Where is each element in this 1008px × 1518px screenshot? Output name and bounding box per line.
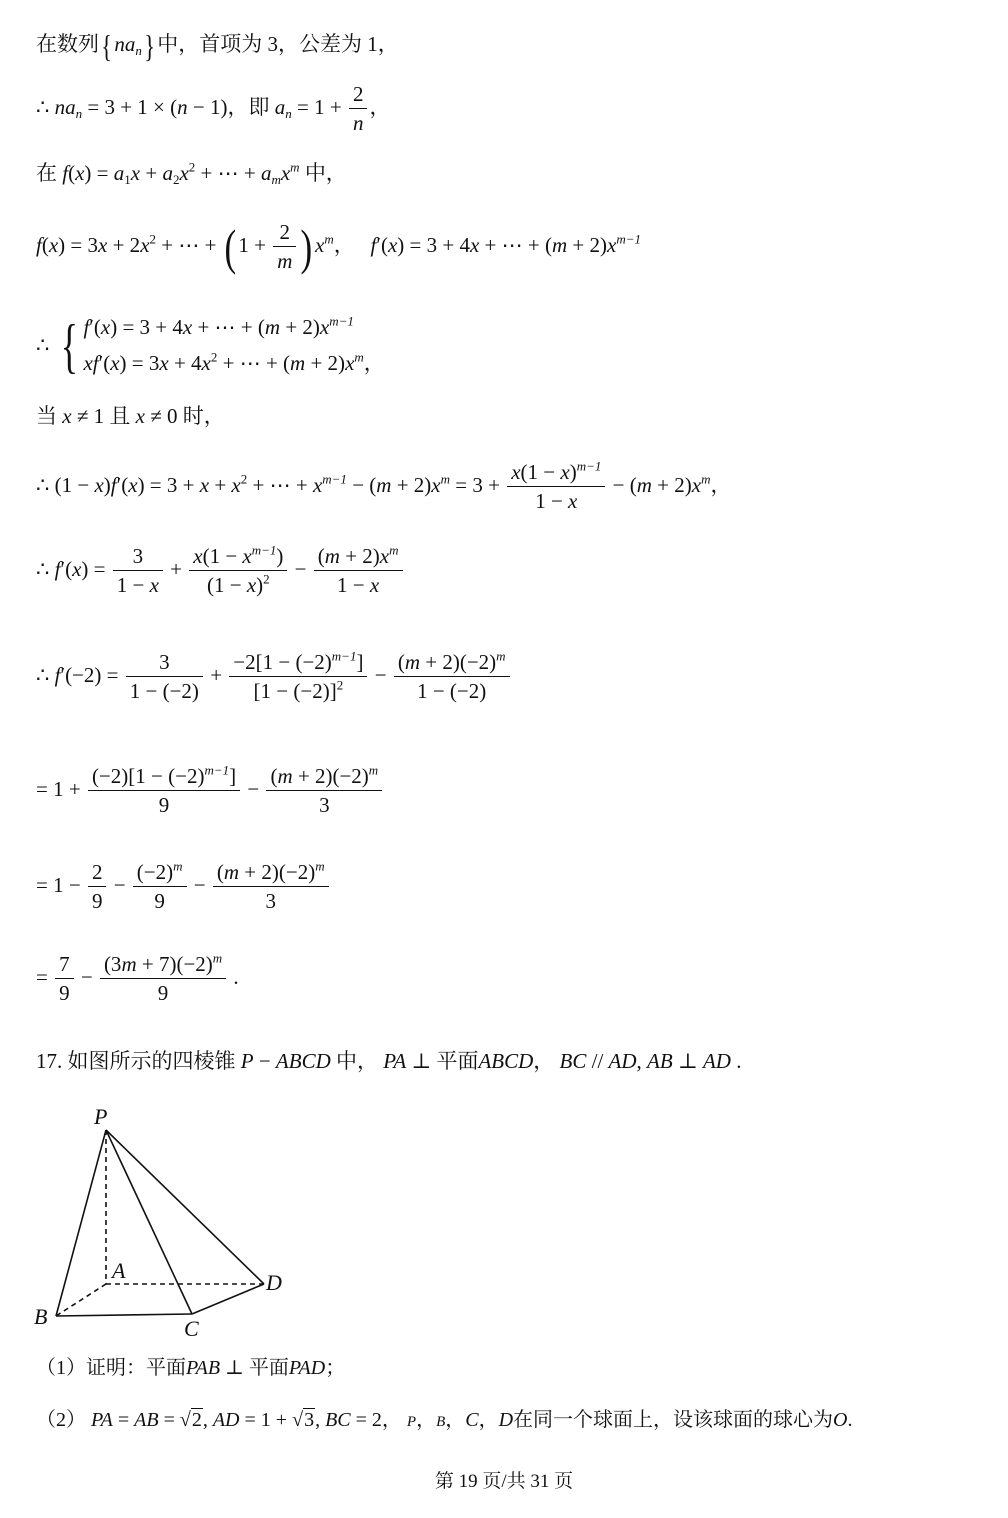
line-simplify-2: = 1 − $\frac{2}{9}$ − $\frac{(-2)^m}{9}$ − $\frac{(m + 2)(-2)^m}{3}$: [36, 862, 331, 912]
line-subtract: ∴ $(1 - x)f'(x) = 3 + x + x^2$ + ⋯ + $x^{m-1} - (m + 2)x^m = 3$ + $\frac{x(1 - x)^{m-1}}{1 - x}$ − $(m + 2)x^m$，: [36, 458, 732, 513]
vertex-label-B: B: [34, 1304, 48, 1329]
edge-CD: [192, 1284, 264, 1314]
text-segment: 在: [36, 161, 57, 185]
text-segment: （2）: [36, 1409, 86, 1431]
text-segment: 如图所示的四棱锥: [67, 1049, 236, 1073]
therefore-symbol: ∴: [36, 662, 50, 687]
therefore-symbol: ∴: [36, 333, 50, 358]
text-segment: 中，首项为 3，公差为 1，: [157, 31, 399, 56]
text-segment: 中，: [304, 161, 347, 185]
line-condition: 当 x ≠ 1 且 x ≠ 0 时，: [36, 404, 225, 428]
text-segment: 且: [109, 404, 131, 428]
therefore-symbol: ∴: [36, 94, 50, 119]
text-segment: 时，: [182, 404, 225, 428]
line-simplify-1: = 1 + $\frac{(-2)[1 - (-2)^{m-1}]}{9}$ − $\frac{(m + 2)(-2)^m}{3}$: [36, 766, 384, 816]
text-segment: 在同一个球面上，设该球面的球心为: [513, 1409, 834, 1431]
text-segment: 平面: [436, 1049, 479, 1073]
pyramid-figure: [28, 1100, 308, 1340]
text-segment: 平面: [248, 1357, 289, 1379]
line-system: ∴ { f′(x) = 3 + 4x + ⋯ + $(m + 2)x^{m-1}$ $xf'(x) = 3x + 4x^2$ + ⋯ + $(m + 2)x^m$，: [36, 312, 385, 379]
text-segment: 当: [36, 404, 57, 428]
text-segment: 在数列: [36, 31, 99, 56]
problem-part-2: （2） PA = AB = √2, AD = 1 + √3, BC = 2， P，B，C，D在同一个球面上，设该球面的球心为O.: [36, 1409, 853, 1431]
text-segment: ，即: [227, 94, 270, 119]
text-segment: （1）证明：平面: [36, 1357, 186, 1379]
problem-17-statement: 17. 如图所示的四棱锥 P − ABCD 中， PA ⊥ 平面ABCD， BC // AD, AB ⊥ AD .: [36, 1049, 742, 1073]
line-f-and-derivative: $f(x) = 3x + 2x^2$ + ⋯ + ( 1 + $\frac{2}{m}$ ) $x^m$， f′(x) = 3 + 4x + ⋯ + $(m + 2)x^{m-1}$: [36, 219, 641, 275]
edge-PB: [56, 1130, 106, 1316]
problem-part-1: （1）证明：平面PAB ⊥ 平面PAD；: [36, 1357, 346, 1379]
line-sequence-def: 在数列{ $na_n$} 中，首项为 3，公差为 1，: [36, 28, 399, 64]
problem-number: 17.: [36, 1049, 63, 1073]
edge-BC: [56, 1314, 192, 1316]
therefore-symbol: ∴: [36, 472, 50, 497]
line-derivative-closed: ∴ f′(x) = $\frac{3}{1 - x}$ + $\frac{x(1 - x^{m-1})}{(1 - x)^2}$ − $\frac{(m + 2)x^m}{1 - x}$: [36, 546, 405, 596]
vertex-label-P: P: [94, 1104, 108, 1129]
vertex-label-C: C: [184, 1316, 199, 1340]
line-final-answer: = $\frac{7}{9}$ − $\frac{(3m + 7)(-2)^m}{9}$ .: [36, 950, 239, 1005]
line-function-def: 在 $f(x) = a_1x + a_2x^2$ + ⋯ + $a_mx^m$ 中，: [36, 159, 347, 187]
text-segment: 中，: [336, 1049, 378, 1073]
line-general-term: ∴ $na_n = 3 + 1 \times (n - 1)$，即 $a_n = 1$ + $\frac{2}{n}$ ，: [36, 82, 391, 135]
edge-PD: [106, 1130, 264, 1284]
therefore-symbol: ∴: [36, 556, 50, 581]
vertex-label-D: D: [266, 1270, 282, 1295]
edge-PC: [106, 1130, 192, 1314]
page-footer: 第 19 页/共 31 页: [434, 1471, 574, 1492]
line-evaluate-minus-2: ∴ f′(−2) = $\frac{3}{1 - (-2)}$ + $\frac{-2[1 - (-2)^{m-1}]}{[1 - (-2)]^2}$ − $\frac{(m + 2)(-2)^m}{1 - (-2)}$: [36, 652, 512, 702]
vertex-label-A: A: [112, 1258, 126, 1283]
